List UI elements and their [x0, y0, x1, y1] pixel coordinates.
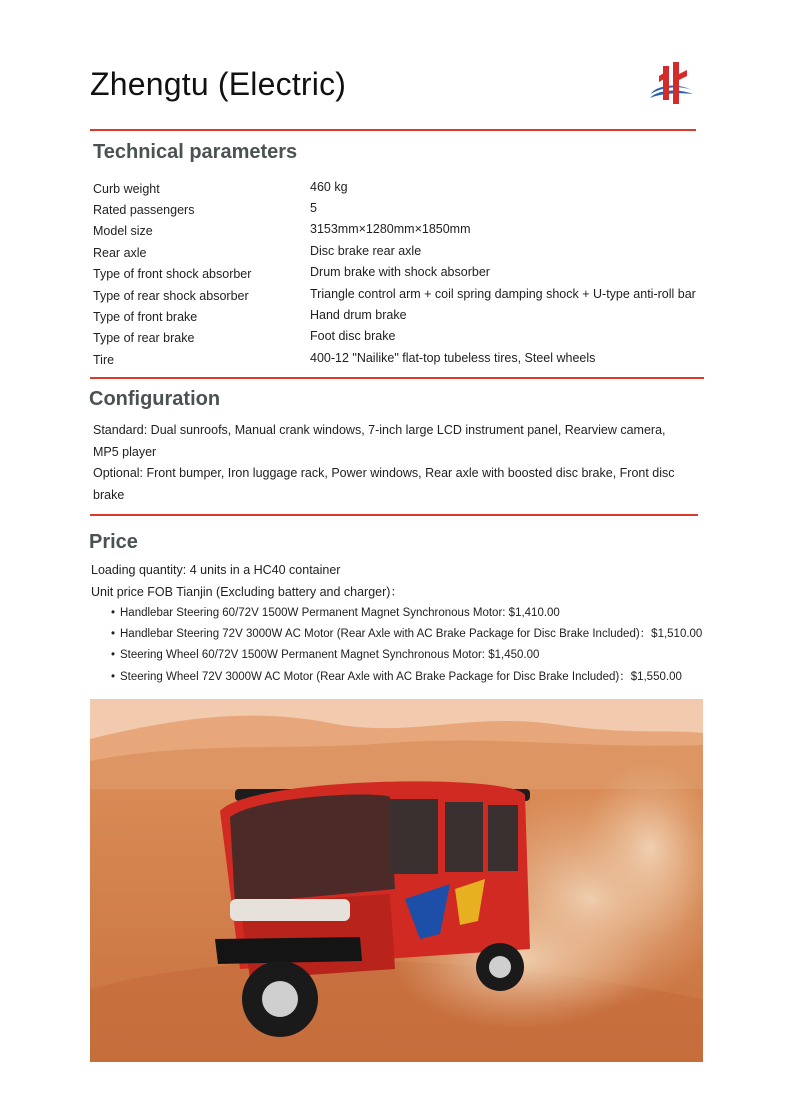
- configuration-heading: Configuration: [89, 388, 221, 410]
- price-heading: Price: [89, 531, 138, 553]
- configuration-text: [93, 420, 693, 506]
- optional-config: Optional: Front bumper, Iron luggage rack, Power windows, Rear axle with boosted disc brake, Front disc brake: [93, 466, 675, 502]
- param-value: 5: [310, 201, 317, 216]
- param-row-model-size: [93, 219, 743, 240]
- param-row-front-brake: [93, 304, 743, 325]
- price-item-text: Steering Wheel 60/72V 1500W Permanent Magnet Synchronous Motor: $1,450.00: [120, 649, 540, 662]
- param-label: Type of rear brake: [93, 331, 195, 346]
- price-item: [111, 667, 781, 688]
- brand-logo-icon: [647, 60, 695, 110]
- price-item: [111, 645, 781, 666]
- param-value: 3153mm×1280mm×1850mm: [310, 222, 471, 237]
- price-item-text: Steering Wheel 72V 3000W AC Motor (Rear Axle with AC Brake Package for Disc Brake Included)：$1,550.00: [120, 670, 682, 683]
- unit-price-heading: Unit price FOB Tianjin (Excluding battery and charger)：: [91, 584, 403, 599]
- bullet-icon: •: [111, 607, 116, 619]
- param-label: Type of front shock absorber: [93, 267, 252, 282]
- param-row-rear-brake: [93, 326, 743, 347]
- parameters-table: [93, 176, 743, 369]
- param-row-rear-shock: [93, 283, 743, 304]
- param-label: Type of front brake: [93, 310, 198, 325]
- page-title: Zhengtu (Electric): [90, 66, 347, 102]
- configuration-divider: [90, 514, 698, 516]
- price-list: [91, 603, 781, 688]
- standard-config: Standard: Dual sunroofs, Manual crank windows, 7-inch large LCD instrument panel, Rearview camera, MP5 player: [93, 423, 666, 459]
- param-label: Rated passengers: [93, 203, 195, 218]
- technical-heading: Technical parameters: [93, 141, 298, 163]
- param-value: Drum brake with shock absorber: [310, 265, 490, 280]
- tricycle-desert-photo: [90, 699, 703, 1062]
- price-item: [111, 624, 781, 645]
- param-label: Type of rear shock absorber: [93, 288, 249, 303]
- param-value: Triangle control arm + coil spring damping shock + U-type anti-roll bar: [310, 286, 696, 301]
- price-item-text: Handlebar Steering 72V 3000W AC Motor (Rear Axle with AC Brake Package for Disc Brake Included)：$1,510.00: [120, 628, 703, 641]
- param-value: Hand drum brake: [310, 308, 407, 323]
- param-row-rated-passengers: [93, 197, 743, 218]
- param-row-tire: [93, 347, 743, 368]
- param-value: Disc brake rear axle: [310, 243, 422, 258]
- param-row-curb-weight: [93, 176, 743, 197]
- header-divider: [90, 129, 696, 131]
- bullet-icon: •: [111, 649, 116, 662]
- param-label: Model size: [93, 224, 153, 239]
- param-value: 400-12 "Nailike" flat-top tubeless tires, Steel wheels: [310, 350, 596, 365]
- param-row-front-shock: [93, 262, 743, 283]
- price-item-text: Handlebar Steering 60/72V 1500W Permanent Magnet Synchronous Motor: $1,410.00: [120, 607, 560, 619]
- loading-quantity: Loading quantity: 4 units in a HC40 container: [91, 563, 341, 577]
- param-label: Tire: [93, 352, 115, 367]
- param-label: Curb weight: [93, 181, 160, 196]
- param-value: 460 kg: [310, 179, 348, 194]
- param-row-rear-axle: [93, 240, 743, 261]
- price-item: [111, 603, 781, 624]
- price-block: [91, 560, 781, 688]
- bullet-icon: •: [111, 628, 116, 641]
- param-label: Rear axle: [93, 245, 147, 260]
- param-value: Foot disc brake: [310, 329, 396, 344]
- technical-divider: [90, 377, 704, 379]
- bullet-icon: •: [111, 670, 116, 683]
